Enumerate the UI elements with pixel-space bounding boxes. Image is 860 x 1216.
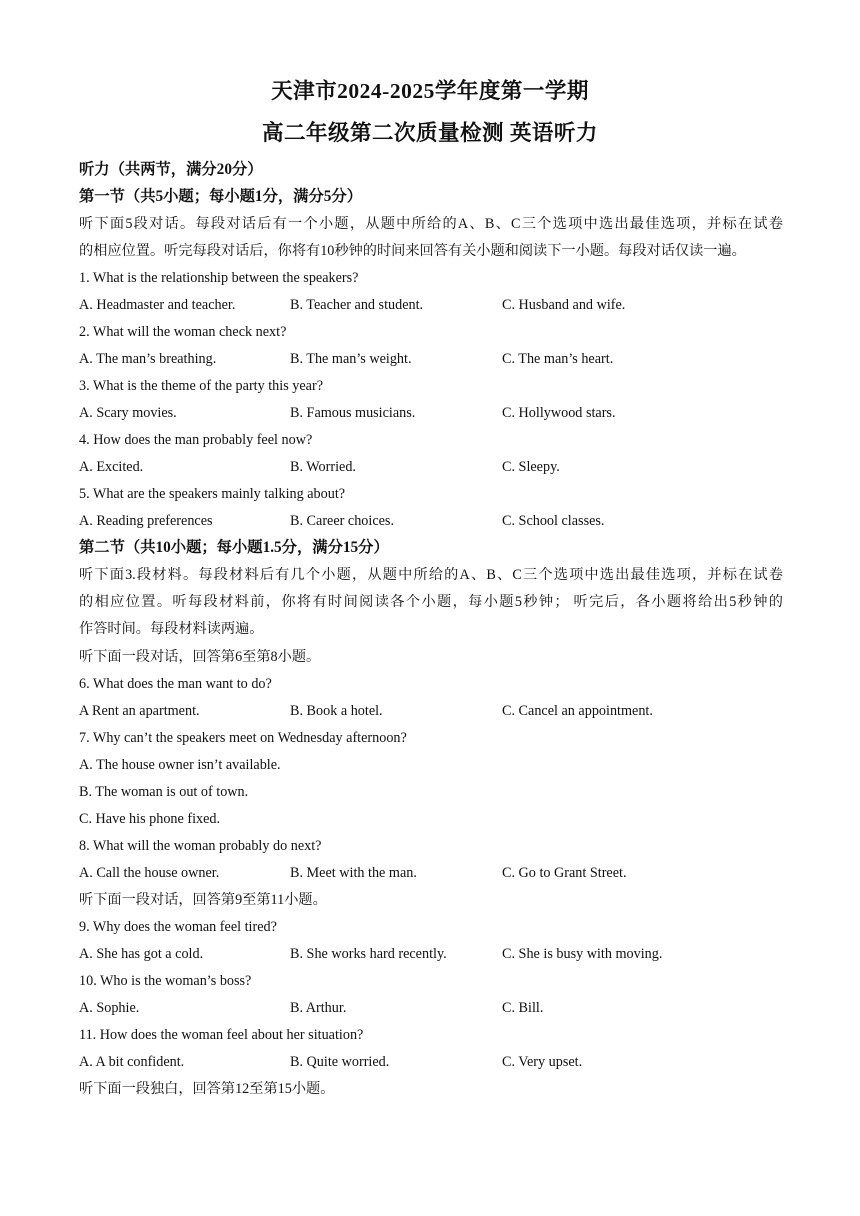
- section1-instruction-line: 听下面5段对话。每段对话后有一个小题，从题中所给的A、B、C三个选项中选出最佳选项，并标在试卷: [79, 216, 783, 232]
- section1-instruction-line: 的相应位置。听完每段对话后，你将有10秒钟的时间来回答有关小题和阅读下一小题。每段对话仅读一遍。: [79, 243, 746, 259]
- question-2: 2. What will the woman check next?: [79, 324, 287, 340]
- question-9: 9. Why does the woman feel tired?: [79, 919, 277, 935]
- q4-option-b: B. Worried.: [290, 459, 356, 475]
- exam-title: 天津市2024-2025学年度第一学期: [271, 79, 589, 103]
- q5-option-a: A. Reading preferences: [79, 513, 213, 529]
- q1-option-c: C. Husband and wife.: [502, 297, 626, 313]
- section2-instruction-line: 的相应位置。听每段材料前，你将有时间阅读各个小题，每小题5秒钟； 听完后，各小题将给出5秒钟的: [79, 594, 783, 610]
- q8-option-a: A. Call the house owner.: [79, 865, 220, 881]
- q5-option-c: C. School classes.: [502, 513, 605, 529]
- q1-option-b: B. Teacher and student.: [290, 297, 424, 313]
- q2-option-b: B. The man’s weight.: [290, 351, 412, 367]
- q7-option-a: A. The house owner isn’t available.: [79, 757, 281, 773]
- q9-option-a: A. She has got a cold.: [79, 946, 204, 962]
- q3-option-b: B. Famous musicians.: [290, 405, 416, 421]
- q11-option-a: A. A bit confident.: [79, 1054, 185, 1070]
- exam-subtitle: 高二年级第二次质量检测 英语听力: [262, 121, 598, 145]
- q8-option-c: C. Go to Grant Street.: [502, 865, 627, 881]
- q4-option-c: C. Sleepy.: [502, 459, 560, 475]
- q3-option-a: A. Scary movies.: [79, 405, 177, 421]
- q5-option-b: B. Career choices.: [290, 513, 394, 529]
- q2-option-a: A. The man’s breathing.: [79, 351, 217, 367]
- q11-option-c: C. Very upset.: [502, 1054, 583, 1070]
- q7-option-c: C. Have his phone fixed.: [79, 811, 221, 827]
- section2-heading: 第二节（共10小题；每小题1.5分，满分15分）: [79, 539, 389, 556]
- q10-option-b: B. Arthur.: [290, 1000, 347, 1016]
- q3-option-c: C. Hollywood stars.: [502, 405, 616, 421]
- q1-option-a: A. Headmaster and teacher.: [79, 297, 236, 313]
- q11-option-b: B. Quite worried.: [290, 1054, 390, 1070]
- q6-option-b: B. Book a hotel.: [290, 703, 383, 719]
- q8-option-b: B. Meet with the man.: [290, 865, 417, 881]
- section1-heading: 第一节（共5小题；每小题1分，满分5分）: [79, 188, 362, 205]
- question-1: 1. What is the relationship between the speakers?: [79, 270, 359, 286]
- q9-option-c: C. She is busy with moving.: [502, 946, 663, 962]
- monologue-intro: 听下面一段独白，回答第12至第15小题。: [79, 1081, 335, 1097]
- q7-option-b: B. The woman is out of town.: [79, 784, 249, 800]
- question-8: 8. What will the woman probably do next?: [79, 838, 322, 854]
- question-3: 3. What is the theme of the party this year?: [79, 378, 323, 394]
- q9-option-b: B. She works hard recently.: [290, 946, 447, 962]
- q10-option-a: A. Sophie.: [79, 1000, 140, 1016]
- question-7: 7. Why can’t the speakers meet on Wednesday afternoon?: [79, 730, 407, 746]
- question-11: 11. How does the woman feel about her situation?: [79, 1027, 364, 1043]
- dialogue-intro: 听下面一段对话，回答第6至第8小题。: [79, 649, 321, 665]
- question-6: 6. What does the man want to do?: [79, 676, 272, 692]
- section2-instruction-line: 作答时间。每段材料读两遍。: [79, 621, 264, 637]
- q2-option-c: C. The man’s heart.: [502, 351, 614, 367]
- question-4: 4. How does the man probably feel now?: [79, 432, 313, 448]
- q6-option-a: A Rent an apartment.: [79, 703, 200, 719]
- part-heading: 听力（共两节，满分20分）: [79, 161, 263, 178]
- section2-instruction-line: 听下面3.段材料。每段材料后有几个小题，从题中所给的A、B、C三个选项中选出最佳选项，并标在试卷: [79, 567, 783, 583]
- q4-option-a: A. Excited.: [79, 459, 144, 475]
- q6-option-c: C. Cancel an appointment.: [502, 703, 653, 719]
- question-10: 10. Who is the woman’s boss?: [79, 973, 252, 989]
- q10-option-c: C. Bill.: [502, 1000, 544, 1016]
- dialogue-intro: 听下面一段对话，回答第9至第11小题。: [79, 892, 327, 908]
- question-5: 5. What are the speakers mainly talking about?: [79, 486, 346, 502]
